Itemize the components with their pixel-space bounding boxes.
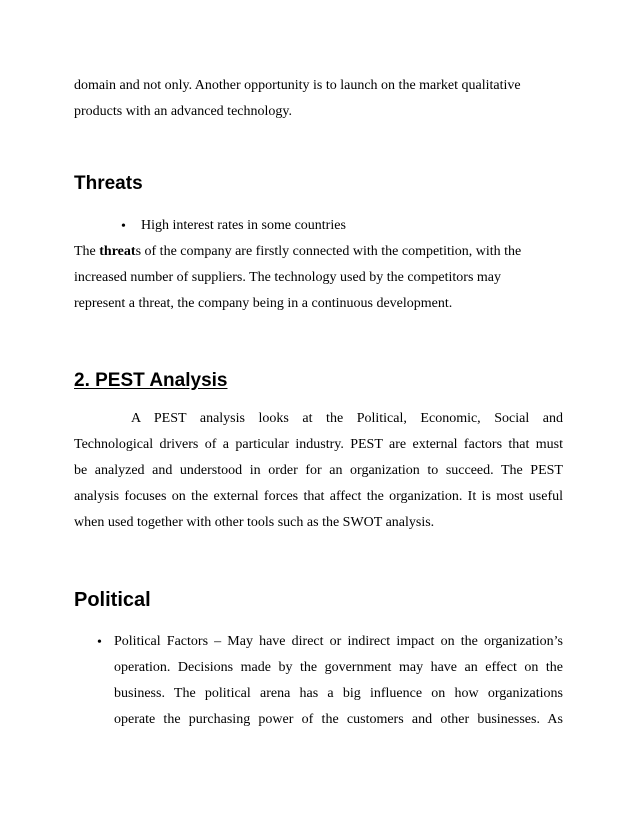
threats-para-line-1: The threats of the company are firstly connected with the competition, with the xyxy=(74,244,522,259)
threats-bullet-text: High interest rates in some countries xyxy=(141,218,346,233)
intro-line-1: domain and not only. Another opportunity is to launch on the market qualitative xyxy=(74,78,521,93)
threats-heading: Threats xyxy=(74,173,143,194)
threats-para-line-2: increased number of suppliers. The technology used by the competitors may xyxy=(74,270,502,285)
bullet-icon: • xyxy=(97,635,102,650)
threats-para-line-3: represent a threat, the company being in a continuous development. xyxy=(74,296,453,311)
bullet-icon: • xyxy=(121,219,126,234)
pest-heading: 2. PEST Analysis xyxy=(74,370,228,391)
pest-line-2: Technological drivers of a particular industry. PEST are external factors that must xyxy=(74,437,563,452)
political-line-4: operate the purchasing power of the customers and other businesses. As xyxy=(114,712,563,727)
pest-line-1: A PEST analysis looks at the Political, Economic, Social and xyxy=(131,411,563,426)
pest-line-5: when used together with other tools such as the SWOT analysis. xyxy=(74,515,435,530)
political-line-1: Political Factors – May have direct or indirect impact on the organization’s xyxy=(114,634,563,649)
threats-bold-word: threat xyxy=(99,244,136,259)
political-line-2: operation. Decisions made by the government may have an effect on the xyxy=(114,660,563,675)
political-line-3: business. The political arena has a big influence on how organizations xyxy=(114,686,563,701)
intro-line-2: products with an advanced technology. xyxy=(74,104,292,119)
pest-line-4: analysis focuses on the external forces that affect the organization. It is most useful xyxy=(74,489,563,504)
political-heading: Political xyxy=(74,589,151,611)
pest-line-3: be analyzed and understood in order for an organization to succeed. The PEST xyxy=(74,463,563,478)
